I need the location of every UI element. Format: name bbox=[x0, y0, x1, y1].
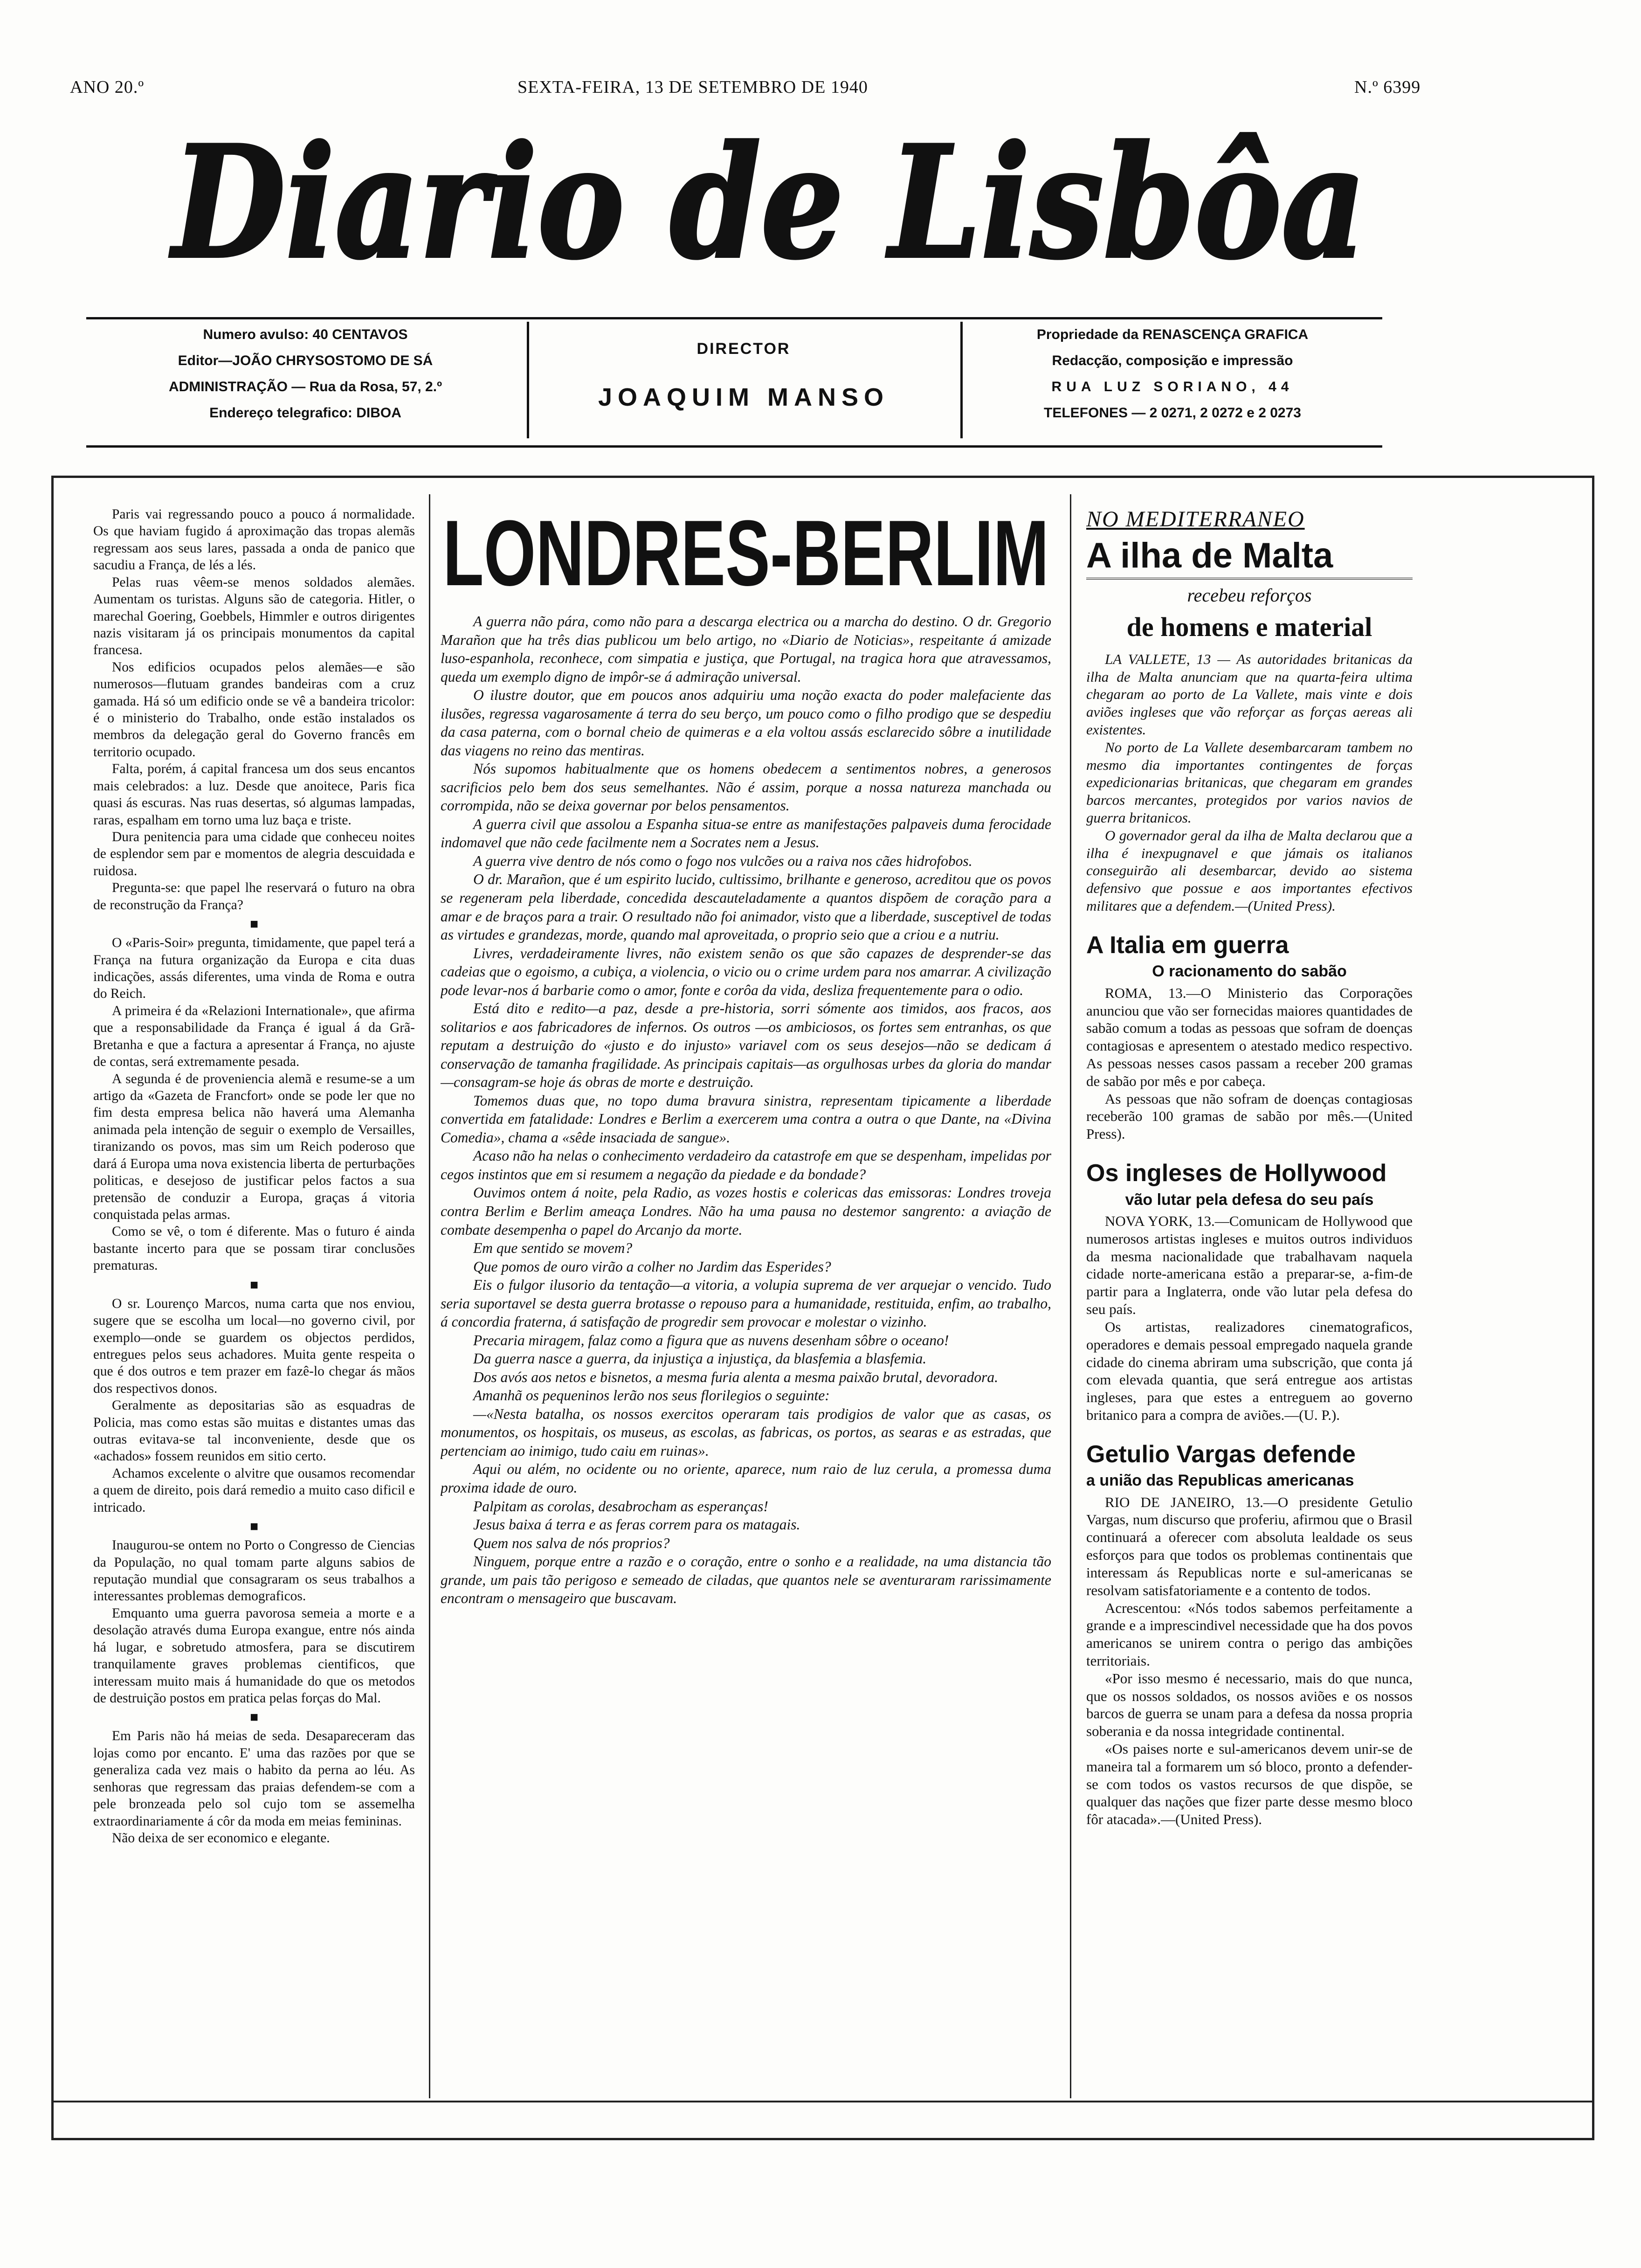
left-column bbox=[93, 506, 415, 2091]
article-paragraph: Nós supomos habitualmente que os homens obedecem a sentimentos nobres, a generosos sacrificios pelo bem dos seus semelhantes. Não é assim, porque a nossa natureza manchada ou corrompida, não se deixa governar por belos pensamentos. bbox=[441, 761, 1051, 814]
headline-malta: A ilha de Malta bbox=[1086, 536, 1413, 580]
left-paragraph: Em Paris não há meias de seda. Desapareceram das lojas como por encanto. E' uma das razões por que se generaliza cada vez mais o habito da perna ao léu. As senhoras que regressam das praias defendem-se com a pele bronzeada pelo sol cujo tom se assemelha extraordinariamente á côr da moda em meias femininas. bbox=[93, 1729, 415, 1829]
article-paragraph: A guerra não pára, como não para a descarga electrica ou a marcha do destino. O dr. Gregorio Marañon que ha três dias publicou um belo artigo, no «Diario de Noticias», respeitante á amizade luso-espanhola, reconhece, com simpatia e justiça, que Portugal, na tragica hora que atravessamos, queda um exemplo digno de impôr-se á admiração universal. bbox=[441, 613, 1051, 685]
article-italia bbox=[1086, 984, 1413, 1143]
left-paragraph: O sr. Lourenço Marcos, numa carta que nos enviou, sugere que se escolha um local—no governo civil, por exemplo—onde se guardem os objectos perdidos, entregues pelos seus achadores. Muita gente respeita o que é dos outros e tem prazer em fazê-lo chegar ás mãos dos respectivos donos. bbox=[93, 1296, 415, 1396]
left-paragraph: Como se vê, o tom é diferente. Mas o futuro é ainda bastante incerto para que se possam tirar conclusões prematuras. bbox=[93, 1224, 415, 1273]
header-redaccao: Redacção, composição e impressão bbox=[1052, 353, 1293, 368]
headline-londres-berlim bbox=[441, 515, 1051, 595]
header-director-label: DIRECTOR bbox=[696, 340, 791, 358]
masthead-title bbox=[163, 117, 1375, 294]
left-paragraph: A primeira é da «Relazioni Internationale», que afirma que a responsabilidade da França é igual á da Grã-Bretanha e que a factura a apresentar á França, no ajuste de contas, será extremamente pesada. bbox=[93, 1003, 415, 1070]
left-paragraph: O «Paris-Soir» pregunta, timidamente, que papel terá a França na futura organização da Europa e cita duas indicações, assás diferentes, uma vinda de Roma e outra do Reich. bbox=[93, 935, 415, 1002]
subhead-vargas: a união das Republicas americanas bbox=[1086, 1472, 1354, 1490]
article-paragraph: Quem nos salva de nós proprios? bbox=[473, 1535, 670, 1551]
article-paragraph: Eis o fulgor ilusorio da tentação—a vitoria, a volupia suprema de ver arquejar o vencido. Tudo seria suportavel se desta guerra brotasse o repouso para a humanidade, restituida, enfim, ao trabalho, á concordia fraterna, á satisfação de progredir sem provocar e molestar o vizinho. bbox=[441, 1277, 1051, 1330]
issue-date: SEXTA-FEIRA, 13 DE SETEMBRO DE 1940 bbox=[517, 77, 868, 97]
left-paragraph: Pelas ruas vêem-se menos soldados alemães. Aumentam os turistas. Alguns são de categoria. Hitler, o marechal Goering, Goebbels, Himmler e outros dirigentes nazis visitaram já os principais monumentos da capital francesa. bbox=[93, 574, 415, 658]
issue-year: ANO 20.º bbox=[70, 77, 145, 97]
left-paragraph: Paris vai regressando pouco a pouco á normalidade. Os que haviam fugido á aproximação das tropas alemãs regressam aos seus lares, passada a onda de panico que sacudiu a França, de lés a lés. bbox=[93, 507, 415, 573]
article-paragraph: Tomemos duas que, no topo duma bravura sinistra, representam tipicamente a liberdade convertida em fatalidade: Londres e Berlim a exercerem uma contra a outra o que Dante, na «Divina Comedia», chama a «sêde insaciada de sangue». bbox=[441, 1092, 1051, 1146]
header-price: Numero avulso: 40 CENTAVOS bbox=[203, 327, 408, 342]
section-separator: ■ bbox=[249, 1709, 259, 1725]
section-separator: ■ bbox=[249, 1519, 259, 1535]
subhead-italia: O racionamento do sabão bbox=[1152, 962, 1347, 981]
header-telegraph: Endereço telegrafico: DIBOA bbox=[209, 405, 401, 421]
headline-italia: A Italia em guerra bbox=[1086, 931, 1289, 959]
article-paragraph: «Por isso mesmo é necessario, mais do que nunca, que os nossos soldados, os nossos aviões e os nossos barcos de guerra se unam para a defesa da nossa propria soberania e da nossa integridade continental. bbox=[1086, 1670, 1413, 1740]
article-paragraph: Está dito e redito—a paz, desde a pre-historia, sorri sómente aos timidos, aos fracos, aos solitarios e aos fabricadores de infernos. Os outros —os ambiciosos, os fortes sem entranhas, os que reputam a destruição do «justo e do injusto» variavel com os seus desejos—não se dedicam á conservação de tamanha fragilidade. As principais capitais—as orgulhosas urbes da gloria do mandar—consagram-se hoje ás obras de morte e destruição. bbox=[441, 1000, 1051, 1091]
article-paragraph: Ninguem, porque entre a razão e o coração, entre o sonho e a realidade, na uma distancia tão grande, um pais tão perigoso e semeado de ciladas, que quantos nele se aventuraram rarissimamente encontram o mensageiro que buscavam. bbox=[441, 1553, 1051, 1607]
article-paragraph: Da guerra nasce a guerra, da injustiça a injustiça, da blasfemia a blasfemia. bbox=[473, 1350, 927, 1367]
article-paragraph: Livres, verdadeiramente livres, não existem senão os que são capazes de desprender-se das cadeias que o egoismo, a cubiça, a violencia, o vicio ou o crime urdem para nos amarrar. A civilização pode levar-nos á barbarie como o amor, fonte e corôa da vida, desliza frequentemente para o odio. bbox=[441, 945, 1051, 998]
article-paragraph: Aqui ou além, no ocidente ou no oriente, aparece, num raio de luz cerula, a promessa duma proxima idade de ouro. bbox=[441, 1461, 1051, 1496]
left-paragraph: Falta, porém, á capital francesa um dos seus encantos mais celebrados: a luz. Desde que anoitece, Paris fica quasi ás escuras. Nas ruas desertas, só algumas lampadas, raras, espalham em torno uma luz baça e triste. bbox=[93, 761, 415, 828]
article-paragraph: Palpitam as corolas, desabrocham as esperanças! bbox=[473, 1498, 768, 1514]
bottom-rule bbox=[51, 2101, 1592, 2102]
article-paragraph: Dos avós aos netos e bisnetos, a mesma furia alenta a mesma paixão brutal, devoradora. bbox=[473, 1369, 999, 1385]
article-paragraph: No porto de La Vallete desembarcaram tambem no mesmo dia importantes contingentes de forças expedicionarias britanicas, que chegaram em grandes barcos mercantes, protegidos por varios navios de guerra britanicos. bbox=[1086, 739, 1413, 826]
header-divider-left bbox=[527, 322, 529, 438]
center-article-body bbox=[441, 612, 1051, 1608]
column-rule-right bbox=[1070, 494, 1071, 2098]
issue-number: N.º 6399 bbox=[1354, 77, 1421, 97]
article-paragraph: Os artistas, realizadores cinematograficos, operadores e demais pessoal empregado naquela grande cidade do cinema abriram uma subscrição, que conta já com elevada quantia, que será entregue aos artistas ingleses, para que estes a entreguem ao governo britanico para a compra de aviões.—(U. P.). bbox=[1086, 1318, 1413, 1423]
article-vargas bbox=[1086, 1494, 1413, 1828]
subhead-hollywood: vão lutar pela defesa do seu país bbox=[1125, 1190, 1374, 1209]
subhead-malta-2: de homens e material bbox=[1126, 611, 1372, 642]
article-paragraph: Acaso não ha nelas o conhecimento verdadeiro da catastrofe em que se despenham, impelidas por cegos instintos que em si resumem a negação da piedade e da bondade? bbox=[441, 1148, 1051, 1182]
header-address: RUA LUZ SORIANO, 44 bbox=[1051, 379, 1294, 394]
article-paragraph: A guerra vive dentro de nós como o fogo nos vulcões ou a raiva nos cães hidrofobos. bbox=[473, 852, 972, 869]
header-editor: Editor—JOÃO CHRYSOSTOMO DE SÁ bbox=[178, 353, 433, 368]
article-paragraph: LA VALLETE, 13 — As autoridades britanicas da ilha de Malta anunciam que na quarta-feira ultima chegaram ao porto de La Vallete, mais vinte e dois aviões ingleses que vão reforçar as forças aereas ali existentes. bbox=[1086, 650, 1413, 738]
section-separator: ■ bbox=[249, 1277, 259, 1293]
left-paragraph: Pregunta-se: que papel lhe reservará o futuro na obra de reconstrução da França? bbox=[93, 880, 415, 913]
headline-hollywood: Os ingleses de Hollywood bbox=[1086, 1160, 1387, 1187]
header-center-box bbox=[531, 324, 956, 436]
left-paragraph: Emquanto uma guerra pavorosa semeia a morte e a desolação através duma Europa exangue, entre nós ainda há lugar, e sobretudo atmosfera, para se discutirem tranquilamente graves problemas cientificos, que interessam muito mais á humanidade do que os metodos de destruição postos em pratica pelas forças do Mal. bbox=[93, 1605, 415, 1706]
left-paragraph: A segunda é de proveniencia alemã e resume-se a um artigo da «Gazeta de Francfort» onde se pode ler que no fim desta empresa belica não haverá uma Alemanha animada pela intenção de seguir o exemplo de Versailles, tiranizando os povos, mas sim um Reich poderoso que dará á Europa uma nova existencia liberta de perturbações politicas, e desejoso de justificar pelos factos a sua pretensão de conduzir a Europa, graças á vitoria conquistada pelas armas. bbox=[93, 1071, 415, 1222]
article-paragraph: O ilustre doutor, que em poucos anos adquiriu uma noção exacta do poder malefaciente das ilusões, regressa vagarosamente á terra do seu berço, um pouco como o filho prodigo que se despediu da casa paterna, com o bornal cheio de quimeras e a ela voltou assás esclarecido sôbre a inutilidade das viagens no reino das mentiras. bbox=[441, 687, 1051, 759]
article-paragraph: As pessoas que não sofram de doenças contagiosas receberão 100 gramas de sabão por mês.—(United Press). bbox=[1086, 1090, 1413, 1142]
headline-text: LONDRES-BERLIM bbox=[443, 515, 1049, 595]
kicker-mediterraneo: NO MEDITERRANEO bbox=[1086, 507, 1305, 532]
header-right-box bbox=[965, 324, 1380, 436]
section-separator: ■ bbox=[249, 916, 259, 932]
article-paragraph: Em que sentido se movem? bbox=[473, 1240, 633, 1257]
article-paragraph: Jesus baixa á terra e as feras correm para os matagais. bbox=[473, 1516, 800, 1533]
left-paragraph: Achamos excelente o alvitre que ousamos recomendar a quem de direito, pois dará remedio a muito caso dificil e intricado. bbox=[93, 1466, 415, 1515]
header-phones: TELEFONES — 2 0271, 2 0272 e 2 0273 bbox=[1044, 405, 1301, 421]
header-divider-right bbox=[960, 322, 963, 438]
article-paragraph: A guerra civil que assolou a Espanha situa-se entre as manifestações palpaveis duma ferocidade indomavel que não cede facilmente nem a Socrates nem a Jesus. bbox=[441, 816, 1051, 851]
left-paragraph: Nos edificios ocupados pelos alemães—e são numerosos—flutuam grandes bandeiras com a cruz gamada. Há só um edificio onde se vê a bandeira tricolor: é o ministerio do Trabalho, onde estão instalados os membros da delegação geral do Governo francês em territorio ocupado. bbox=[93, 659, 415, 760]
article-paragraph: Ouvimos ontem á noite, pela Radio, as vozes hostis e colericas das emissoras: Londres troveja contra Berlim e Berlim ameaça Londres. Não ha uma pausa no destemor sangrento: a aviação de combate desempenha o papel do Arcanjo da morte. bbox=[441, 1184, 1051, 1238]
left-paragraph: Geralmente as depositarias são as esquadras de Policia, mas como estas são muitas e distantes umas das outras evitava-se tal inconveniente, desde que os «achados» fossem reunidos em sitio certo. bbox=[93, 1398, 415, 1464]
article-paragraph: O dr. Marañon, que é um espirito lucido, cultissimo, brilhante e generoso, acreditou que os povos se regeneram pela liberdade, concedida descauteladamente a quantos dispõem de coração para a amar e de braços para a trair. O resultado não foi animador, visto que a liberdade, susceptivel de todas as virtudes e grandezas, morde, quando mal aproveitada, o proprio seio que a criou e a nutriu. bbox=[441, 871, 1051, 943]
header-administration: ADMINISTRAÇÃO — Rua da Rosa, 57, 2.º bbox=[168, 379, 442, 394]
article-paragraph: Amanhã os pequeninos lerão nos seus florilegios o seguinte: bbox=[473, 1387, 830, 1404]
article-paragraph: NOVA YORK, 13.—Comunicam de Hollywood que numerosos artistas ingleses e muitos outros individuos da mesma nacionalidade que trabalhavam naquela cidade norte-americana estão a preparar-se, a-fim-de partir para a Inglaterra, onde vão lutar pela defesa do seu país. bbox=[1086, 1213, 1413, 1318]
article-paragraph: ROMA, 13.—O Ministerio das Corporações anunciou que vão ser fornecidas maiores quantidades de sabão comum a todas as pessoas que sofram de doenças contagiosas e apresentem o atestado medico respectivo. As pessoas nesses casos passam a receber 200 gramas de sabão por mês e por cabeça. bbox=[1086, 984, 1413, 1089]
article-hollywood bbox=[1086, 1212, 1413, 1424]
right-column bbox=[1086, 506, 1413, 2082]
article-paragraph: —«Nesta batalha, os nossos exercitos operaram tais prodigios de valor que as casas, os monumentos, os hospitais, os museus, as escolas, as fabricas, os portos, as searas e as estradas, que pertenciam ao inimigo, tudo caiu em ruinas». bbox=[441, 1405, 1051, 1459]
column-rule-left bbox=[429, 494, 430, 2098]
article-paragraph: Acrescentou: «Nós todos sabemos perfeitamente a grande e a imprescindivel necessidade que ha dos povos americanos se unirem contra o perigo das ambições territoriais. bbox=[1086, 1599, 1413, 1669]
header-left-box bbox=[93, 324, 517, 436]
center-article bbox=[441, 515, 1051, 2073]
article-malta bbox=[1086, 650, 1413, 915]
article-paragraph: O governador geral da ilha de Malta declarou que a ilha é inexpugnavel e que jámais os italianos conseguirão ali desembarcar, devido ao sistema defensivo que possue e aos importantes efectivos militares que a defendem.—(United Press). bbox=[1086, 827, 1413, 914]
article-paragraph: Que pomos de ouro virão a colher no Jardim das Esperides? bbox=[473, 1258, 831, 1275]
left-paragraph: Não deixa de ser economico e elegante. bbox=[112, 1830, 330, 1846]
header-director-name: JOAQUIM MANSO bbox=[598, 383, 889, 411]
subhead-malta-1: recebeu reforços bbox=[1187, 585, 1312, 606]
article-paragraph: «Os paises norte e sul-americanos devem unir-se de maneira tal a formarem um só bloco, pronto a defender-se com todos os vastos recursos de que dispõe, se qualquer das nações que fizer parte desse mesmo bloco fôr atacada».—(United Press). bbox=[1086, 1741, 1413, 1828]
left-paragraph: Inaugurou-se ontem no Porto o Congresso de Ciencias da População, no qual tomam parte alguns sabios de reputação mundial que consagraram os seus trabalhos a interessantes problemas demograficos. bbox=[93, 1538, 415, 1604]
left-paragraph: Dura penitencia para uma cidade que conheceu noites de esplendor sem par e momentos de alegria descuidada e ruidosa. bbox=[93, 830, 415, 878]
header-property: Propriedade da RENASCENÇA GRAFICA bbox=[1036, 327, 1309, 342]
masthead-text: Diario de Lisbôa bbox=[168, 117, 1366, 293]
article-paragraph: RIO DE JANEIRO, 13.—O presidente Getulio Vargas, num discurso que proferiu, afirmou que o Brasil continuará a oferecer com absoluta lealdade os seus esforços para que todos os problemas continentais que interessam ás Republicas norte e sul-americanas se resolvam satisfatoriamente e a contento de todos. bbox=[1086, 1494, 1413, 1598]
article-paragraph: Precaria miragem, falaz como a figura que as nuvens desenham sôbre o oceano! bbox=[473, 1332, 949, 1348]
headline-vargas: Getulio Vargas defende bbox=[1086, 1440, 1356, 1468]
